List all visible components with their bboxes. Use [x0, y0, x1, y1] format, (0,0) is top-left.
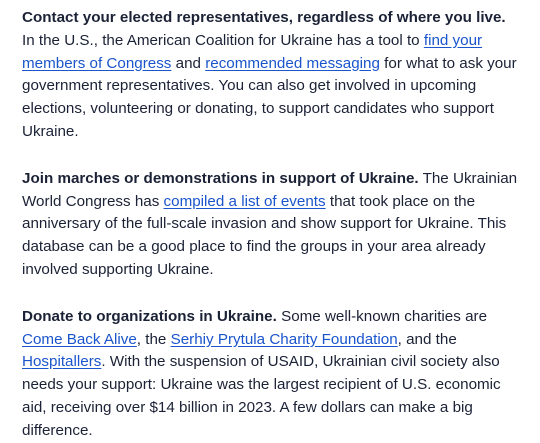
paragraph-heading: Join marches or demonstrations in support of Ukraine.	[22, 169, 419, 187]
paragraph-text: . With the suspension of USAID, Ukrainian civil society also needs your support: Ukraine was the largest recipient of U.S. economic aid, receiving over $14 billion in 2023. A few dollars can make a big difference.	[22, 353, 501, 439]
paragraph-donate	[22, 306, 522, 443]
paragraph-text: that took place on the anniversary of the full-scale invasion and show support for Ukraine. This database can be a good place to find the groups in your area already involved supporting Ukraine.	[22, 192, 507, 278]
paragraph-heading: Donate to organizations in Ukraine.	[22, 307, 277, 325]
serhiy-prytula-foundation-link[interactable]: Serhiy Prytula Charity Foundation	[170, 330, 398, 348]
compiled-list-of-events-link[interactable]: compiled a list of events	[163, 192, 326, 210]
find-members-of-congress-link[interactable]: find your members of Congress	[22, 31, 483, 72]
paragraph-heading: Contact your elected representatives, regardless of where you live.	[22, 9, 506, 26]
recommended-messaging-link[interactable]: recommended messaging	[205, 54, 380, 72]
paragraph-text: , and the	[397, 330, 457, 348]
paragraph-text: The Ukrainian World Congress has	[22, 169, 518, 210]
paragraph-text: Some well-known charities are	[276, 307, 488, 325]
paragraph-join-marches	[22, 168, 522, 282]
paragraph-contact-representatives	[22, 7, 522, 144]
hospitallers-link[interactable]: Hospitallers	[22, 353, 102, 371]
come-back-alive-link[interactable]: Come Back Alive	[22, 330, 137, 348]
paragraph-text: and	[171, 54, 206, 72]
paragraph-text: , the	[136, 330, 171, 348]
paragraph-text: for what to ask your government representatives. You can also get involved in upcoming elections, volunteering or donating, to support candidates who support Ukraine.	[22, 54, 517, 140]
paragraph-text: In the U.S., the American Coalition for Ukraine has a tool to	[22, 31, 424, 49]
